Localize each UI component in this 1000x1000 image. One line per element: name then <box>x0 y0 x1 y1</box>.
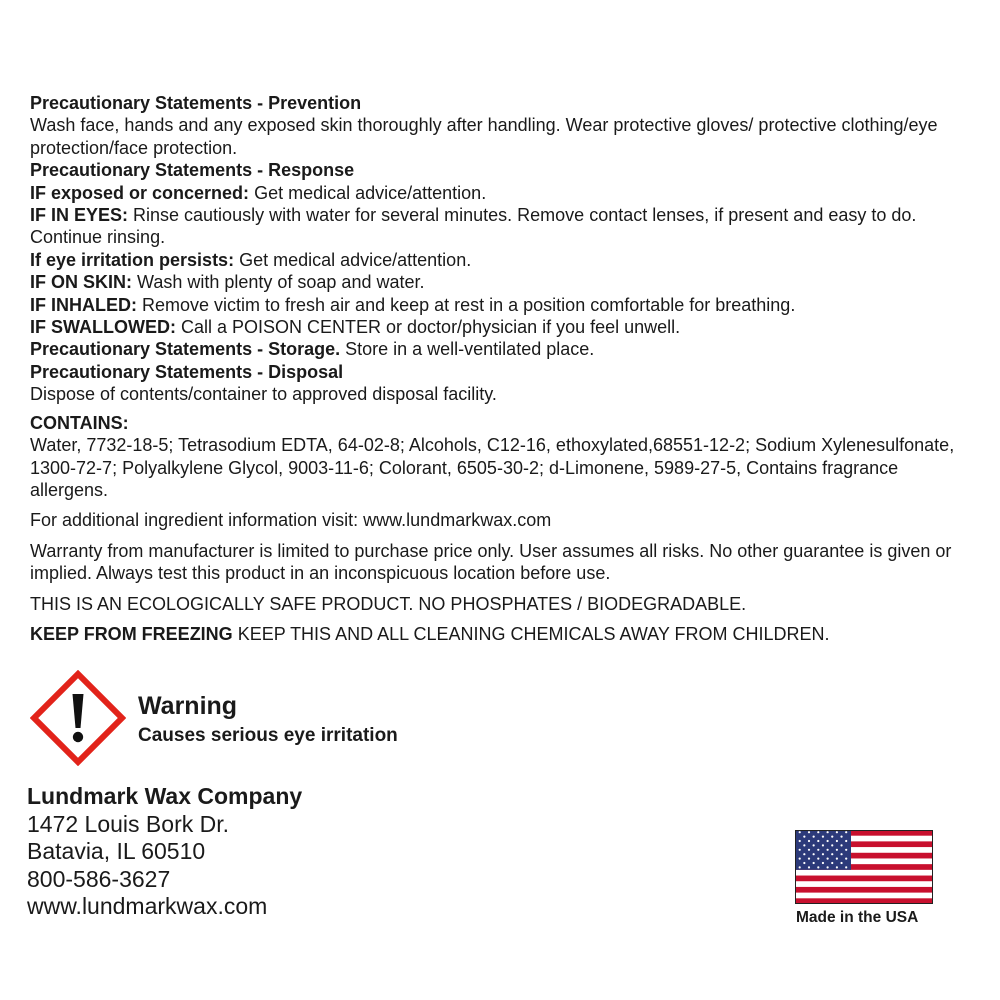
warning-title: Warning <box>138 692 238 720</box>
response-heading: Precautionary Statements - Response <box>30 160 355 181</box>
company-address-line: 1472 Louis Bork Dr. <box>27 810 230 837</box>
prevention-heading: Precautionary Statements - Prevention <box>30 93 362 113</box>
storage-statement: Precautionary Statements - Storage. Store in a well-ventilated place. <box>30 339 595 360</box>
response-item: IF exposed or concerned: Get medical advice/attention. <box>30 182 487 203</box>
contains-text: Water, 7732-18-5; Tetrasodium EDTA, 64-02-8; Alcohols, C12-16, ethoxylated,68551-12-2; Sodium Xylenesulfonate, 1300-72-7; Polyalkylene Glycol, 9003-11-6; Colorant, 6505-30-2; d-Limonene, 5989-27-5, Contains fragrance allergens. <box>30 435 955 500</box>
ecology-statement: THIS IS AN ECOLOGICALLY SAFE PRODUCT. NO PHOSPHATES / BIODEGRADABLE. <box>30 593 747 614</box>
freezing-statement: KEEP FROM FREEZING KEEP THIS AND ALL CLEANING CHEMICALS AWAY FROM CHILDREN. <box>30 623 830 644</box>
made-in-usa-text: Made in the USA <box>796 909 919 926</box>
company-phone: 800-586-3627 <box>27 865 171 892</box>
origin-badge <box>795 830 935 927</box>
response-item: IF SWALLOWED: Call a POISON CENTER or doctor/physician if you feel unwell. <box>30 317 681 338</box>
warranty-text: Warranty from manufacturer is limited to purchase price only. User assumes all risks. No other guarantee is given or implied. Always test this product in an inconspicuous location before use. <box>30 540 952 584</box>
disposal-heading: Precautionary Statements - Disposal <box>30 361 344 382</box>
label-text-block <box>30 92 980 645</box>
disposal-text: Dispose of contents/container to approved disposal facility. <box>30 384 497 405</box>
company-website: www.lundmarkwax.com <box>27 893 268 919</box>
response-item: IF ON SKIN: Wash with plenty of soap and water. <box>30 272 425 293</box>
additional-info: For additional ingredient information visit: www.lundmarkwax.com <box>30 510 552 531</box>
us-flag-icon <box>795 830 933 904</box>
response-item: IF INHALED: Remove victim to fresh air and keep at rest in a position comfortable for breathing. <box>30 294 796 315</box>
warning-panel <box>30 670 630 765</box>
exclamation-hazard-icon <box>30 670 126 766</box>
company-name: Lundmark Wax Company <box>27 783 303 809</box>
response-item: IF IN EYES: Rinse cautiously with water for several minutes. Remove contact lenses, if present and easy to do. Continue rinsing. <box>30 205 917 248</box>
warning-text: Causes serious eye irritation <box>138 725 398 746</box>
prevention-text: Wash face, hands and any exposed skin thoroughly after handling. Wear protective gloves/ protective clothing/eye protection/face protection. <box>30 115 938 158</box>
company-city-line: Batavia, IL 60510 <box>27 838 206 864</box>
response-item: If eye irritation persists: Get medical advice/attention. <box>30 249 472 270</box>
contains-heading: CONTAINS: <box>30 412 129 433</box>
company-info <box>27 783 302 921</box>
